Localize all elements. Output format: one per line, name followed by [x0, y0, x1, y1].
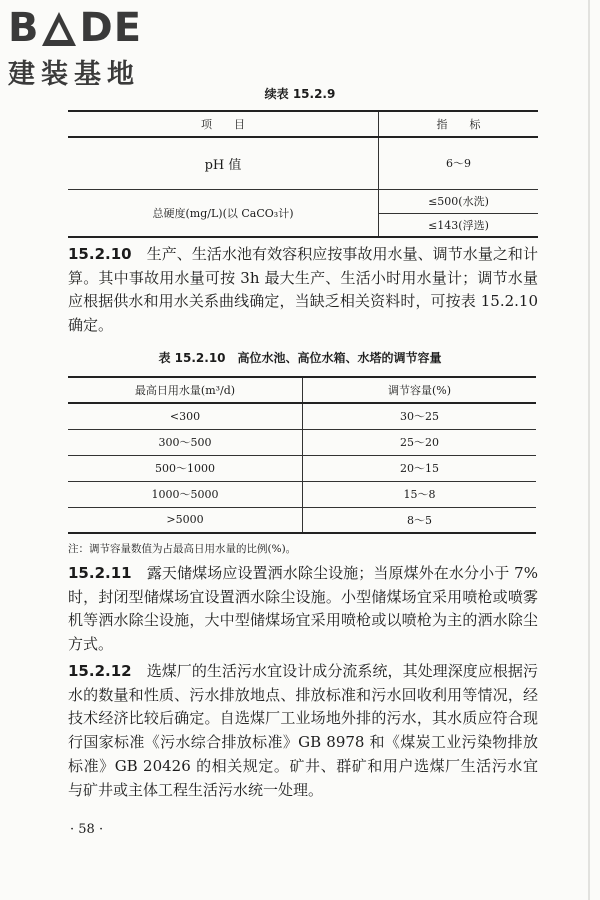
logo-letter-b: B [8, 5, 40, 51]
row-item: 总硬度(mg/L)(以 CaCO₃计) [68, 189, 379, 237]
table-header-row [68, 111, 538, 137]
header-index: 指 标 [379, 111, 539, 137]
cell-capacity: 15～8 [303, 481, 537, 507]
clause-text: 生产、生活水池有效容积应按事故用水量、调节水量之和计算。其中事故用水量可按 3h 最大生产、生活小时用水量计；调节水量应根据供水和用水关系曲线确定，当缺乏相关资料时，可按表 15.2.10 确定。 [68, 245, 538, 335]
table-row [68, 137, 538, 189]
table2-note: 注：调节容量数值为占最高日用水量的比例(%)。 [68, 543, 297, 555]
logo-subtitle: 建装基地 [8, 59, 140, 90]
logo-letters-de: DE [79, 5, 143, 51]
clause-15-2-11 [68, 562, 538, 657]
table-row [68, 429, 536, 455]
clause-text: 选煤厂的生活污水宜设计成分流系统，其处理深度应根据污水的数量和性质、污水排放地点、排放标准和污水回收利用等情况，经技术经济比较后确定。自选煤厂工业场地外排的污水，其水质应符合现行国家标准《污水综合排放标准》GB 8978 和《煤炭工业污染物排放标准》GB 20426 的相关规定。矿井、群矿和用户选煤厂生活污水宜与矿井或主体工程生活污水统一处理。 [68, 662, 538, 799]
row-value: 6～9 [379, 137, 539, 189]
table-row [68, 455, 536, 481]
table-row [68, 403, 536, 429]
cell-capacity: 25～20 [303, 429, 537, 455]
cell-capacity: 30～25 [303, 403, 537, 429]
table-row [68, 481, 536, 507]
header-daily-water: 最高日用水量(m³/d) [68, 377, 303, 403]
cell-daily-water: <300 [68, 403, 303, 429]
table-row [68, 507, 536, 533]
cell-daily-water: 1000～5000 [68, 481, 303, 507]
clause-number: 15.2.10 [68, 245, 132, 263]
table-15-2-10 [68, 376, 536, 534]
watermark-logo [8, 6, 142, 91]
table-row [68, 189, 538, 213]
clause-number: 15.2.11 [68, 564, 132, 582]
cell-daily-water: 300～500 [68, 429, 303, 455]
logo-wordmark [8, 6, 142, 50]
header-capacity: 调节容量(%) [303, 377, 537, 403]
clause-15-2-12 [68, 660, 538, 802]
clause-number: 15.2.12 [68, 662, 132, 680]
page-number: · 58 · [70, 822, 104, 837]
table2-caption: 表 15.2.10 高位水池、高位水箱、水塔的调节容量 [158, 351, 442, 365]
table-header-row [68, 377, 536, 403]
clause-15-2-10 [68, 243, 538, 338]
table1-caption: 续表 15.2.9 [264, 87, 336, 101]
row-value: ≤143(浮选) [379, 213, 539, 237]
cell-capacity: 20～15 [303, 455, 537, 481]
cell-daily-water: 500～1000 [68, 455, 303, 481]
clause-text: 露天储煤场应设置洒水除尘设施；当原煤外在水分小于 7%时，封闭型储煤场宜设置洒水除尘设施。小型储煤场宜采用喷枪或喷雾机等洒水除尘设施，大中型储煤场宜采用喷枪或以喷枪为主的洒水除尘方式。 [68, 564, 538, 654]
row-item: pH 值 [68, 137, 379, 189]
logo-triangle-icon [40, 6, 80, 50]
row-value: ≤500(水洗) [379, 189, 539, 213]
header-item: 项 目 [68, 111, 379, 137]
page-edge-divider [588, 0, 590, 900]
cell-daily-water: >5000 [68, 507, 303, 533]
table-continued-15-2-9 [68, 110, 538, 238]
cell-capacity: 8～5 [303, 507, 537, 533]
